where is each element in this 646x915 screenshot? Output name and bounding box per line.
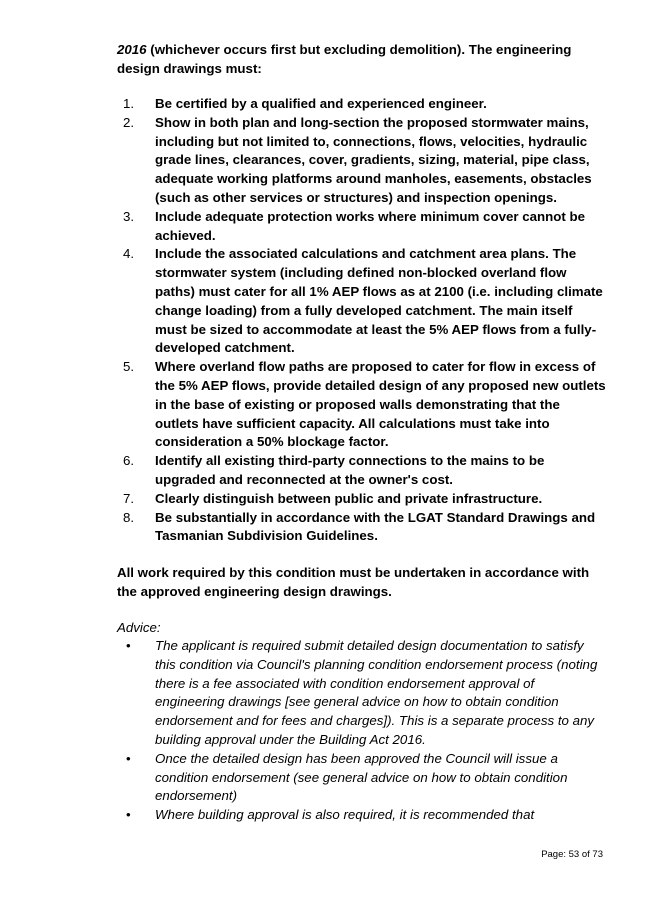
requirement-number: 7.	[123, 490, 135, 506]
advice-text: Once the detailed design has been approved the Council will issue a condition endorsement (see general advice on how to obtain condition endorsement)	[155, 750, 568, 804]
requirement-number: 5.	[123, 359, 135, 375]
requirement-number: 3.	[123, 208, 135, 224]
page-number: Page: 53 of 73	[541, 849, 603, 860]
bullet-icon: •	[126, 750, 131, 766]
requirement-item	[117, 208, 607, 246]
advice-list	[117, 637, 607, 825]
requirement-number: 2.	[123, 114, 135, 130]
requirements-list	[117, 95, 607, 546]
requirement-text: Identify all existing third-party connections to the mains to be upgraded and reconnected at the owner's cost.	[155, 453, 545, 487]
intro-paragraph	[117, 40, 607, 78]
bullet-icon: •	[126, 807, 131, 823]
intro-text: (whichever occurs first but excluding demolition). The engineering design drawings must:	[117, 42, 572, 76]
advice-heading: Advice:	[117, 620, 161, 635]
requirement-text: Where overland flow paths are proposed to cater for flow in excess of the 5% AEP flows, provide detailed design of any proposed new outlets in the base of existing or proposed walls demonstrating that the outlets have sufficient capacity. All calculations must take into consideration a 50% blockage factor.	[155, 359, 606, 450]
requirement-item	[117, 490, 607, 509]
advice-text: Where building approval is also required, it is recommended that	[155, 807, 535, 823]
advice-text: The applicant is required submit detailed design documentation to satisfy this condition via Council's planning condition endorsement process (noting there is a fee associated with condition endorsement approval of engineering drawings [see general advice on how to obtain condition endorsement and for fees and charges]). This is a separate process to any building approval under the Building Act 2016.	[155, 638, 598, 747]
requirement-number: 8.	[123, 509, 135, 525]
requirement-item	[117, 95, 607, 114]
requirement-number: 4.	[123, 246, 135, 262]
advice-item	[117, 637, 607, 750]
requirement-number: 6.	[123, 453, 135, 469]
closing-paragraph: All work required by this condition must be undertaken in accordance with the approved engineering design drawings.	[117, 565, 590, 599]
advice-item	[117, 750, 607, 806]
bullet-icon: •	[126, 638, 131, 653]
requirement-text: Include the associated calculations and catchment area plans. The stormwater system (including defined non-blocked overland flow paths) must cater for all 1% AEP flows as at 2100 (i.e. including climate change loading) from a fully developed catchment. The main itself must be sized to accommodate at least the 5% AEP flows from a fully-developed catchment.	[155, 246, 603, 356]
requirement-text: Be certified by a qualified and experienced engineer.	[155, 96, 487, 111]
requirement-item	[117, 509, 607, 547]
intro-year: 2016	[117, 42, 147, 57]
requirement-text: Clearly distinguish between public and private infrastructure.	[155, 490, 543, 506]
requirement-item	[117, 452, 607, 490]
requirement-item	[117, 114, 607, 208]
requirement-item	[117, 358, 607, 452]
requirement-item	[117, 245, 607, 358]
requirement-text: Include adequate protection works where minimum cover cannot be achieved.	[155, 208, 586, 243]
requirement-text: Be substantially in accordance with the LGAT Standard Drawings and Tasmanian Subdivision Guidelines.	[155, 509, 596, 544]
advice-item	[117, 806, 607, 825]
requirement-number: 1.	[123, 96, 135, 111]
requirement-text: Show in both plan and long-section the proposed stormwater mains, including but not limited to, connections, flows, velocities, hydraulic grade lines, clearances, cover, gradients, sizing, material, pipe class, adequate working platforms around manholes, easements, obstacles (such as other services or structures) and inspection openings.	[155, 114, 592, 205]
